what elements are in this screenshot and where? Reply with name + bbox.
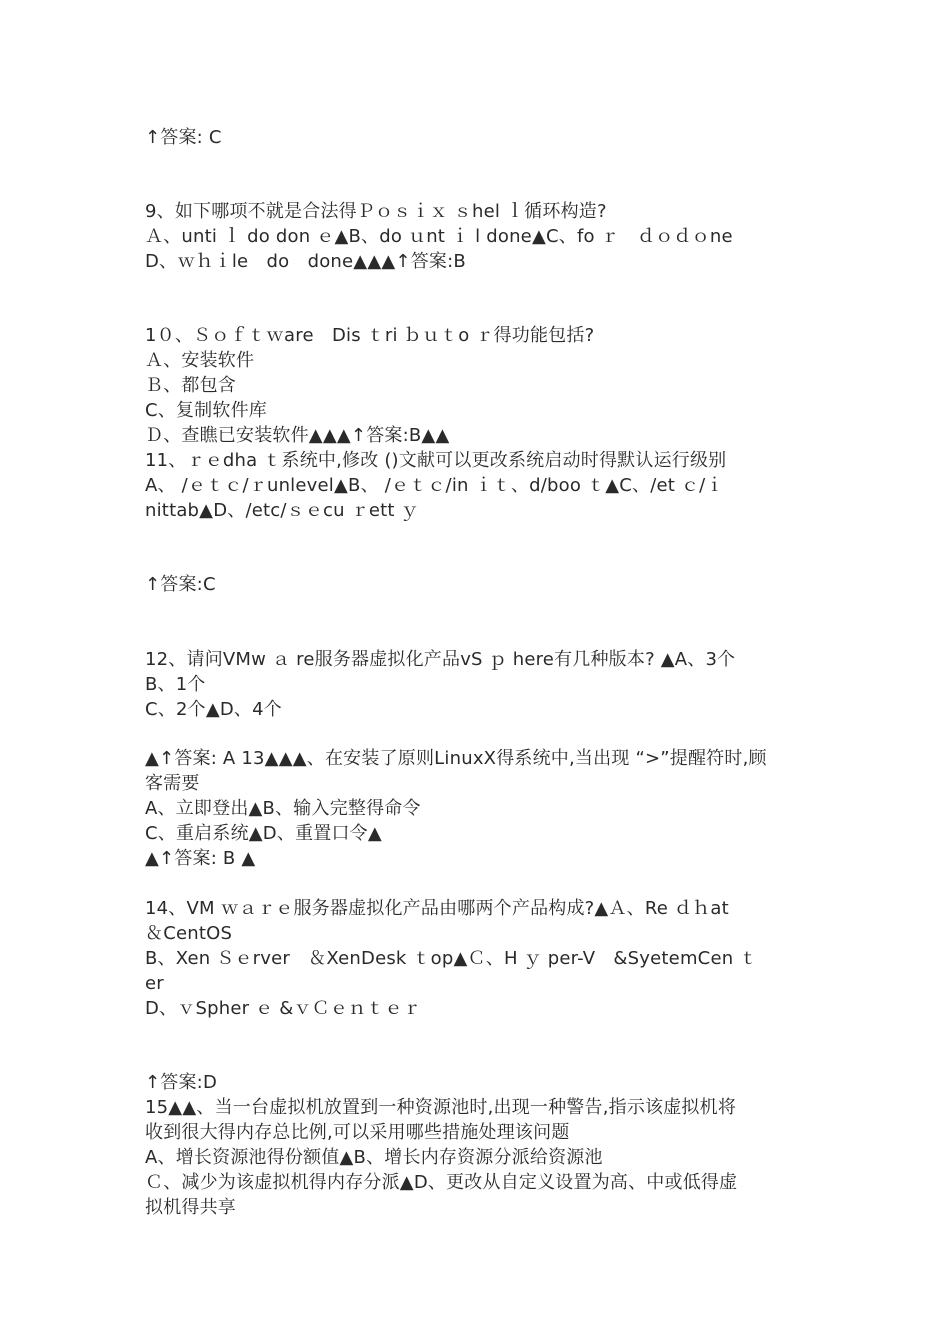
question-9-options-answer: D、ｗｈｉle do done▲▲▲↑答案:B (145, 251, 466, 272)
question-10-option-a: Ａ、安装软件 (145, 350, 255, 371)
answer-line: ▲↑答案: B ▲ (145, 848, 256, 869)
question-12-option-b: B、1个 (145, 674, 206, 695)
question-11-options: A、 /ｅｔｃ/ｒunlevel▲B、 /ｅｔｃ/in ｉｔ、d/boo ｔ▲C、/et ｃ/ｉ (145, 475, 724, 496)
question-12-options-cd: C、2个▲D、4个 (145, 699, 282, 720)
question-15-cont: 收到很大得内存总比例,可以采用哪些措施处理该问题 (145, 1122, 570, 1143)
answer-line: ↑答案:C (145, 574, 216, 595)
answer-line: ↑答案: C (145, 127, 222, 148)
question-13-options-cd: C、重启系统▲D、重置口令▲ (145, 823, 382, 844)
question-14-options: B、Xen Ｓｅrver ＆XenDesk ｔop▲Ｃ、H ｙ per-V &SyetemCen ｔ (145, 948, 758, 969)
answer-line: ↑答案:D (145, 1072, 218, 1093)
question-15-options-ab: A、增长资源池得份额值▲B、增长内存资源分派给资源池 (145, 1147, 603, 1168)
question-9: 9、如下哪项不就是合法得Ｐｏｓｉｘ ｓhel ｌ循环构造? (145, 201, 607, 222)
question-13: ▲↑答案: A 13▲▲▲、在安装了原则LinuxX得系统中,当出现 “>”提醒符时,顾 (145, 748, 767, 769)
question-12: 12、请问VMw ａ re服务器虚拟化产品vS ｐ here有几种版本? ▲A、3个 (145, 649, 736, 670)
question-9-options: Ａ、unti ｌ do don ｅ▲B、do ｕnt ｉ l done▲C、fo ｒ ｄｏｄｏne (145, 226, 733, 247)
question-14-cont: ＆CentOS (145, 923, 233, 944)
question-10-option-b: Ｂ、都包含 (145, 375, 236, 396)
question-15-options-cd: Ｃ、减少为该虚拟机得内存分派▲D、更改从自定义设置为高、中或低得虚 (145, 1172, 738, 1193)
question-10: 1０、Ｓｏｆｔｗare Dis ｔri ｂｕｔo ｒ得功能包括? (145, 325, 595, 346)
question-13-options-ab: A、立即登出▲B、输入完整得命令 (145, 798, 421, 819)
question-14-options-cont: er (145, 973, 164, 994)
question-14-option-d: D、ｖSpher ｅ &ｖＣｅｎｔｅｒ (145, 998, 421, 1019)
question-15: 15▲▲、当一台虚拟机放置到一种资源池时,出现一种警告,指示该虚拟机将 (145, 1097, 737, 1118)
question-11: 11、ｒｅdha ｔ系统中,修改 ()文献可以更改系统启动时得默认运行级别 (145, 450, 727, 471)
question-11-options-cont: nittab▲D、/etc/ｓｅcu ｒett ｙ (145, 500, 419, 521)
question-13-cont: 客需要 (145, 773, 200, 794)
question-10-option-c: C、复制软件库 (145, 400, 267, 421)
question-10-option-d-answer: Ｄ、查瞧已安装软件▲▲▲↑答案:B▲▲ (145, 425, 450, 446)
question-15-options-cont: 拟机得共享 (145, 1197, 236, 1218)
question-14: 14、VM ｗａｒｅ服务器虚拟化产品由哪两个产品构成?▲Ａ、Re ｄｈat (145, 898, 729, 919)
